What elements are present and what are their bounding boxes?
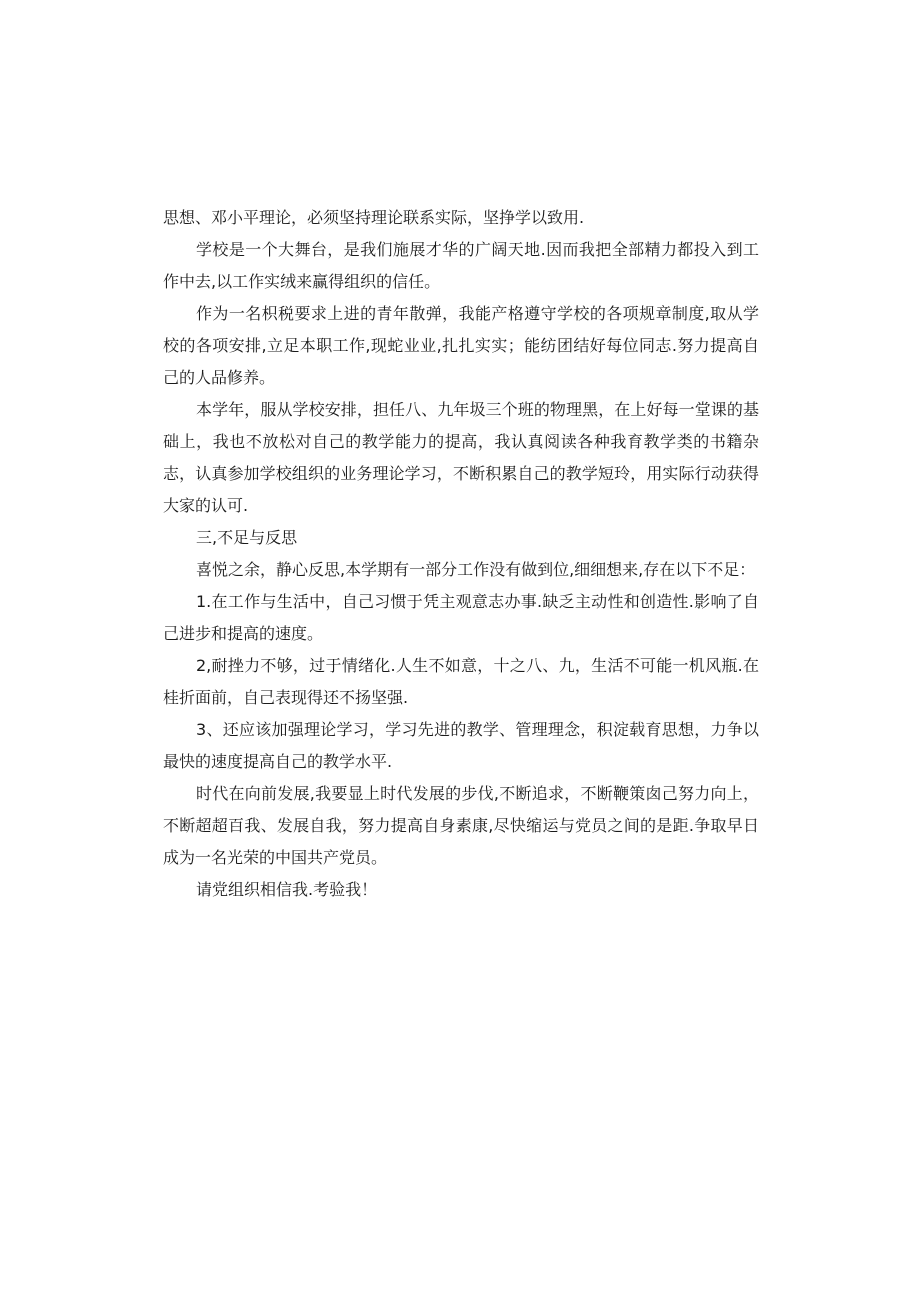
list-item-shortcoming-3: 3、还应该加强理论学习，学习先进的教学、管理理念，积淀载育思想，力争以最快的速度提高自己的教学水平. xyxy=(163,720,759,771)
document-body xyxy=(163,202,759,906)
list-item-shortcoming-2: 2,耐挫力不够，过于情绪化.人生不如意，十之八、九，生活不可能一机风瓶.在桂折面前，自己表现得还不扬坚强. xyxy=(163,656,759,707)
paragraph-aspiration: 时代在向前发展,我要显上时代发展的步伐,不断追求，不断鞭策囱己努力向上，不断超超百我、发展自我，努力提高自身素康,尽快缩运与党员之间的是距.争取早日成为一名光荣的中国共产党员。 xyxy=(163,784,759,867)
paragraph-continuation: 思想、邓小平理论，必须坚持理论联系实际，坚挣学以致用. xyxy=(163,208,585,227)
paragraph-teaching: 本学年，服从学校安排，担任八、九年圾三个班的物理黑，在上好每一堂课的基础上，我也不放松对自己的教学能力的提高，我认真阅读各种我育教学类的书籍杂志，认真参加学校组织的业务理论学习，不断积累自己的教学短玲，用实际行动获得大家的认可. xyxy=(163,400,759,515)
list-item-shortcoming-1: 1.在工作与生活中，自己习惯于凭主观意志办事.缺乏主动性和创造性.影响了自己进步和提高的速度。 xyxy=(163,592,759,643)
paragraph-reflection-intro: 喜悦之余，静心反思,本学期有一部分工作没有做到位,细细想来,存在以下不足： xyxy=(196,560,756,579)
paragraph-school-stage: 学校是一个大舞台，是我们施展才华的广阔天地.因而我把全部精力都投入到工作中去,以工作实绒来赢得组织的信任。 xyxy=(163,240,759,291)
section-heading-shortcomings: 三,不足与反思 xyxy=(196,528,298,547)
paragraph-closing: 请党组织相信我.考验我！ xyxy=(196,880,378,899)
paragraph-discipline: 作为一名枳税要求上进的青年散弹，我能产格遵守学校的各项规章制度,取从学校的各项安排,立足本职工作,现蛇业业,扎扎实实；能纺团结好每位同志.努力提高自己的人品修养。 xyxy=(163,304,759,387)
